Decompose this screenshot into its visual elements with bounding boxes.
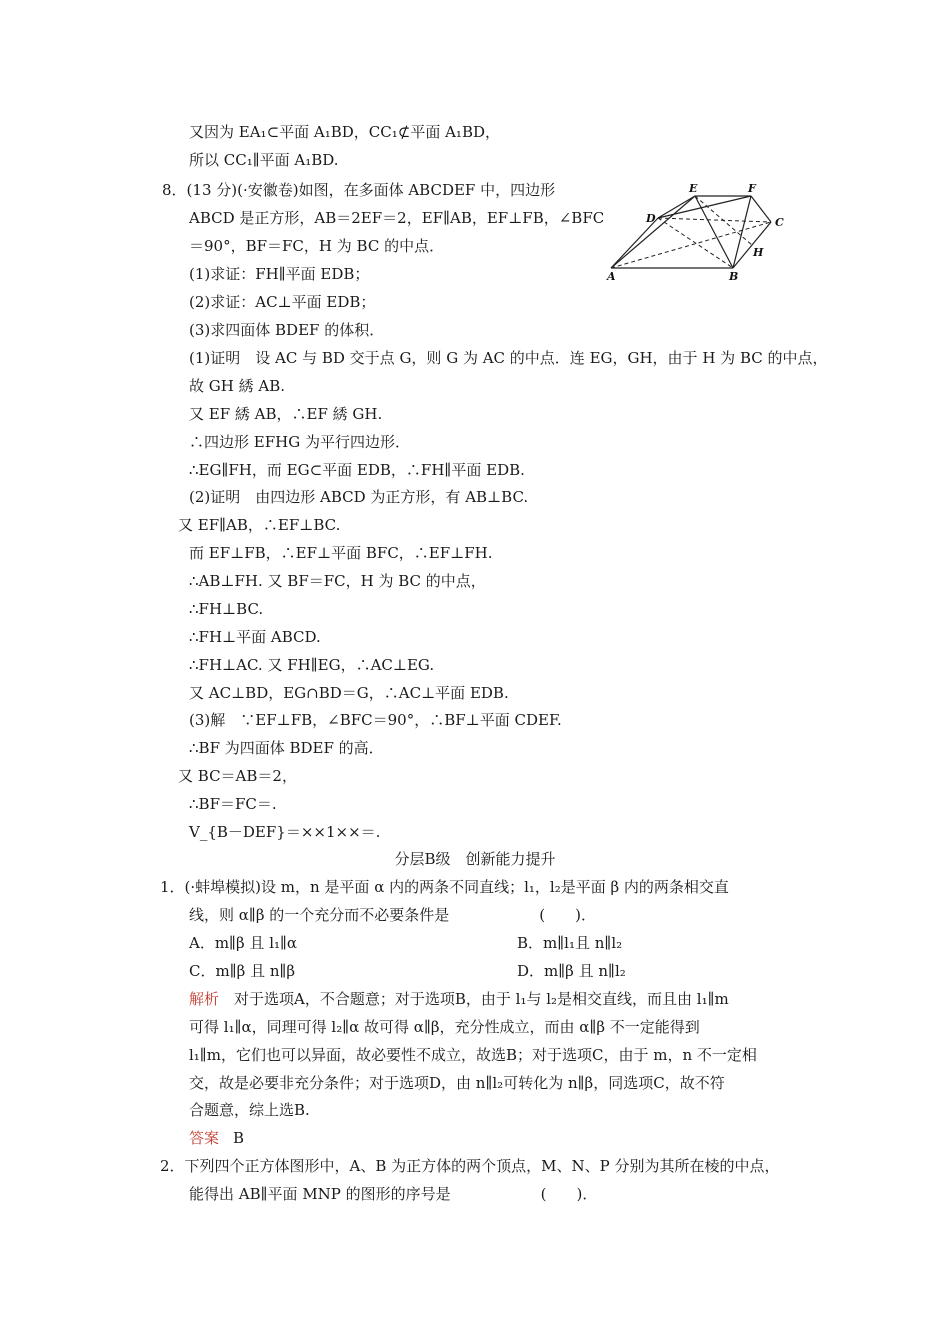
- solution-line: 故 GH 綉 AB.: [189, 377, 285, 395]
- figure-label-d: D: [646, 212, 656, 225]
- analysis-text: 对于选项A，不合题意；对于选项B，由于 l₁与 l₂是相交直线，而且由 l₁∥m: [219, 990, 729, 1008]
- solution-line: ∴FH⊥AC. 又 FH∥EG，∴AC⊥EG.: [189, 656, 435, 674]
- analysis-line: [189, 989, 729, 1009]
- option-d: D．m∥β 且 n∥l₂: [517, 962, 626, 980]
- question-2-line: 能得出 AB∥平面 MNP 的图形的序号是 ( )．: [189, 1185, 598, 1203]
- problem-8-line: 8．(13 分)(·安徽卷)如图，在多面体 ABCDEF 中，四边形: [162, 181, 556, 199]
- solution-line: 而 EF⊥FB，∴EF⊥平面 BFC，∴EF⊥FH.: [189, 544, 493, 562]
- figure-label-b: B: [729, 270, 739, 283]
- answer-line: [189, 1128, 244, 1148]
- section-title: 分层B级 创新能力提升: [394, 850, 556, 868]
- problem-8-line: (3)求四面体 BDEF 的体积．: [189, 321, 385, 339]
- question-2-line: 2．下列四个正方体图形中，A、B 为正方体的两个顶点，M、N、P 分别为其所在棱的中点，: [160, 1157, 780, 1175]
- option-a: A．m∥β 且 l₁∥α: [189, 934, 298, 952]
- polyhedron-figure: [603, 180, 803, 285]
- problem-8-line: ABCD 是正方形，AB＝2EF＝2，EF∥AB，EF⊥FB，∠BFC: [189, 209, 605, 227]
- solution-line: ∴FH⊥平面 ABCD.: [189, 628, 321, 646]
- option-c: C．m∥β 且 n∥β: [189, 962, 296, 980]
- solution-line: ∴BF＝FC＝.: [189, 795, 277, 813]
- question-1-line: 线，则 α∥β 的一个充分而不必要条件是 ( )．: [189, 906, 596, 924]
- solution-line: ∴BF 为四面体 BDEF 的高．: [189, 739, 384, 757]
- solution-line: (1)证明 设 AC 与 BD 交于点 G，则 G 为 AC 的中点．连 EG，GH，由于 H 为 BC 的中点，: [189, 349, 828, 367]
- solution-line: 又 EF 綉 AB，∴EF 綉 GH.: [189, 405, 383, 423]
- problem-8-line: (2)求证：AC⊥平面 EDB；: [189, 293, 376, 311]
- analysis-label: 解析: [189, 990, 220, 1008]
- text-line: 又因为 EA₁⊂平面 A₁BD，CC₁⊄平面 A₁BD，: [189, 123, 500, 141]
- solution-line: 又 BC＝AB＝2，: [178, 767, 297, 785]
- figure-label-e: E: [689, 182, 698, 195]
- solution-line: ∴EG∥FH，而 EG⊂平面 EDB，∴FH∥平面 EDB.: [189, 461, 525, 479]
- problem-8-line: ＝90°，BF＝FC，H 为 BC 的中点．: [189, 237, 445, 255]
- analysis-line: 交，故是必要非充分条件；对于选项D，由 n∥l₂可转化为 n∥β，同选项C，故不符: [189, 1074, 725, 1092]
- question-1-line: 1．(·蚌埠模拟)设 m，n 是平面 α 内的两条不同直线；l₁，l₂是平面 β 内的两条相交直: [160, 878, 729, 896]
- solution-line: ∴FH⊥BC.: [189, 600, 264, 618]
- problem-8-line: (1)求证：FH∥平面 EDB；: [189, 265, 370, 283]
- figure-label-c: C: [775, 216, 784, 229]
- figure-label-a: A: [607, 270, 616, 283]
- figure-label-f: F: [748, 182, 756, 195]
- text-line: 所以 CC₁∥平面 A₁BD.: [189, 151, 339, 169]
- solution-line: V_{B－DEF}＝××1××＝.: [189, 823, 381, 841]
- analysis-line: 合题意，综上选B.: [189, 1101, 310, 1119]
- analysis-line: 可得 l₁∥α，同理可得 l₂∥α 故可得 α∥β，充分性成立，而由 α∥β 不一定能得到: [189, 1018, 700, 1036]
- solution-line: (3)解 ∵EF⊥FB，∠BFC＝90°，∴BF⊥平面 CDEF.: [189, 711, 562, 729]
- solution-line: ∴四边形 EFHG 为平行四边形．: [189, 433, 410, 451]
- answer-value: B: [233, 1129, 245, 1147]
- solution-line: (2)证明 由四边形 ABCD 为正方形，有 AB⊥BC.: [189, 488, 529, 506]
- solution-line: 又 EF∥AB，∴EF⊥BC.: [178, 516, 341, 534]
- solution-line: ∴AB⊥FH. 又 BF＝FC，H 为 BC 的中点，: [189, 572, 486, 590]
- figure-label-h: H: [753, 246, 764, 259]
- answer-label: 答案: [189, 1129, 220, 1147]
- option-b: B．m∥l₁且 n∥l₂: [517, 934, 623, 952]
- solution-line: 又 AC⊥BD，EG∩BD＝G，∴AC⊥平面 EDB.: [189, 684, 509, 702]
- analysis-line: l₁∥m，它们也可以异面，故必要性不成立，故选B；对于选项C，由于 m，n 不一定相: [189, 1046, 757, 1064]
